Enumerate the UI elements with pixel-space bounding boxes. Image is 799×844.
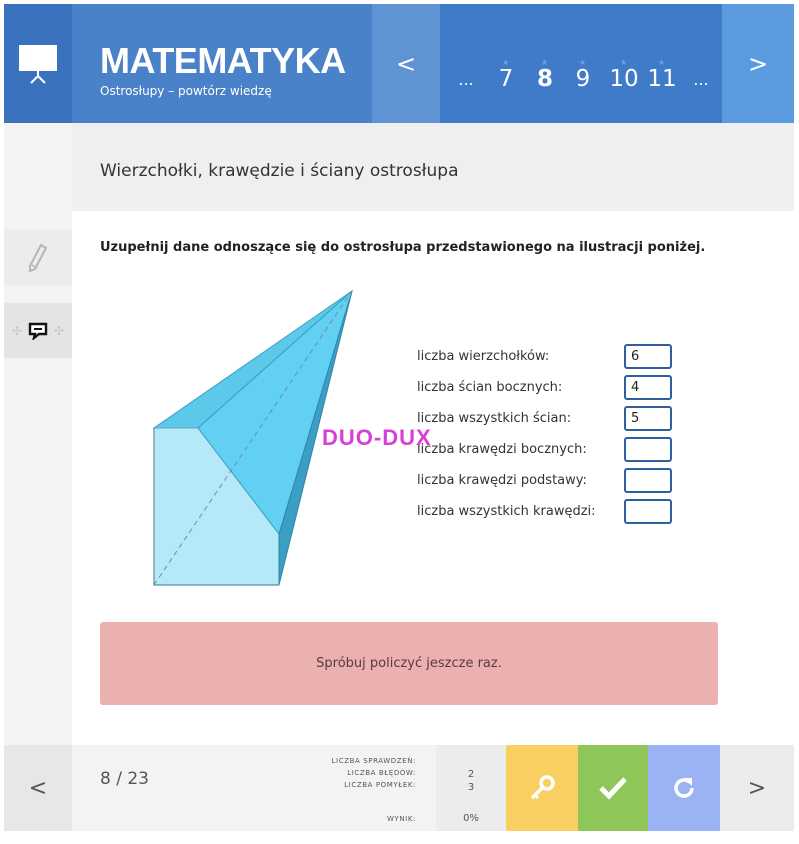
answer-input[interactable] xyxy=(624,437,672,462)
mistakes-label: LICZBA POMYŁEK: xyxy=(344,781,416,789)
answer-input[interactable]: 5 xyxy=(624,406,672,431)
task-instruction: Uzupełnij dane odnoszące się do ostrosłupa przedstawionego na ilustracji poniżej. xyxy=(100,240,706,255)
star-icon: ★ xyxy=(579,58,587,67)
key-icon xyxy=(527,773,557,803)
header-next-button[interactable]: > xyxy=(722,4,794,123)
page-counter: 8 / 23 xyxy=(100,769,149,789)
refresh-icon xyxy=(670,774,698,802)
header-prev-button[interactable]: < xyxy=(372,4,440,123)
answer-row xyxy=(417,405,675,436)
answer-row xyxy=(417,467,675,498)
comment-tool-button[interactable] xyxy=(4,303,72,358)
lesson-subtitle: Ostrosłupy – powtórz wiedzę xyxy=(100,84,272,98)
reset-button[interactable] xyxy=(648,745,720,831)
star-icon: ★ xyxy=(502,58,510,67)
row-label: liczba krawędzi bocznych: xyxy=(417,442,587,457)
stats-labels xyxy=(332,755,416,791)
mistakes-value: 3 xyxy=(467,782,475,793)
answer-row xyxy=(417,498,675,529)
answer-input[interactable] xyxy=(624,468,672,493)
presentation-board-icon xyxy=(18,43,58,85)
page-link-10[interactable]: ★ 10 xyxy=(609,58,639,92)
board-button[interactable] xyxy=(4,4,72,123)
page-link-7[interactable]: ★ 7 xyxy=(498,58,514,92)
star-icon: ★ xyxy=(658,58,666,67)
star-icon: ★ xyxy=(541,58,549,67)
row-label: liczba wszystkich krawędzi: xyxy=(417,504,596,519)
checkmark-icon xyxy=(598,775,628,801)
feedback-message: Spróbuj policzyć jeszcze raz. xyxy=(100,622,718,705)
page-ellipsis-left[interactable]: ... xyxy=(458,70,474,89)
row-label: liczba wszystkich ścian: xyxy=(417,411,572,426)
row-label: liczba ścian bocznych: xyxy=(417,380,563,395)
page-link-11[interactable]: ★ 11 xyxy=(647,58,677,92)
row-label: liczba wierzchołków: xyxy=(417,349,550,364)
row-label: liczba krawędzi podstawy: xyxy=(417,473,587,488)
page-navigator xyxy=(440,4,722,123)
footer-next-button[interactable]: > xyxy=(720,745,794,831)
checks-label: LICZBA SPRAWDZEŃ: xyxy=(331,757,416,765)
header xyxy=(4,4,794,123)
page-link-8-current[interactable]: ★ 8 xyxy=(536,58,553,92)
answer-row xyxy=(417,343,675,374)
footer-prev-button[interactable]: < xyxy=(4,745,72,831)
errors-value: 2 xyxy=(467,769,475,780)
section-title: Wierzchołki, krawędzie i ściany ostrosłupa xyxy=(72,123,794,211)
score-value: 0% xyxy=(463,813,479,824)
move-handle-icon: ✣ xyxy=(54,323,65,338)
check-answer-button[interactable] xyxy=(578,745,648,831)
star-icon: ★ xyxy=(620,58,628,67)
page-link-9[interactable]: ★ 9 xyxy=(575,58,591,92)
footer-info xyxy=(72,745,436,831)
answer-row xyxy=(417,436,675,467)
left-toolbar xyxy=(4,123,72,745)
stats-values xyxy=(436,745,506,831)
answer-input[interactable]: 6 xyxy=(624,344,672,369)
header-title-block xyxy=(72,4,372,123)
app-title: MATEMATYKA xyxy=(100,40,346,81)
page-ellipsis-right[interactable]: ... xyxy=(693,70,709,89)
footer-bar xyxy=(4,745,794,831)
answer-row xyxy=(417,374,675,405)
pencil-tool-button[interactable] xyxy=(4,230,72,285)
pencil-icon xyxy=(28,243,48,273)
speech-bubble-icon xyxy=(28,322,48,340)
show-answer-button[interactable] xyxy=(506,745,578,831)
score-label: WYNIK: xyxy=(386,815,416,823)
answer-input[interactable]: 4 xyxy=(624,375,672,400)
answer-input[interactable] xyxy=(624,499,672,524)
watermark: DUO-DUX xyxy=(322,425,432,450)
answer-table xyxy=(417,343,675,529)
move-handle-icon: ✣ xyxy=(11,323,22,338)
errors-label: LICZBA BŁĘDÓW: xyxy=(347,769,416,777)
